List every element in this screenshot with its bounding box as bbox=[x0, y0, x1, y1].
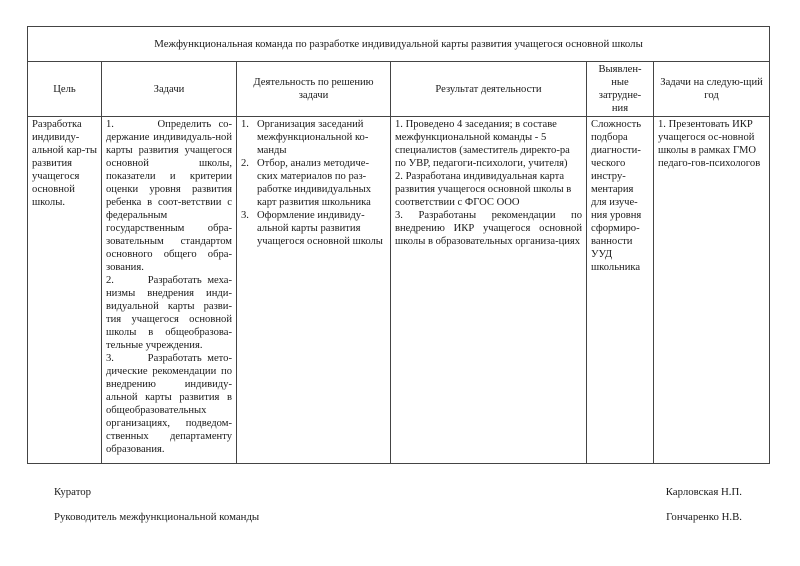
task-item: 1. Определить со-держание индивидуаль-ной карты развития учащегося основной школы, показатели и критерии оценки уровня развития ребенка в соот-ветствии с федеральным государственным обра-зовательным стандартом основного общего обра-зования. bbox=[106, 119, 232, 273]
result-item: 3. Разработаны рекомендации по внедрению ИКР учащегося основной школы в образовательных организа-циях bbox=[395, 210, 582, 247]
task-item: 2. Разработать меха-низмы внедрения инди-видуальной карты разви-тия учащегося основной школы в общеобразова-тельные учреждения. bbox=[106, 275, 232, 351]
header-goal: Цель bbox=[28, 62, 102, 117]
list-text: Отбор, анализ методиче-ских материалов по раз-работке индивидуальных карт развития школьника bbox=[257, 158, 372, 208]
list-number: 3. bbox=[241, 210, 249, 221]
list-item bbox=[241, 118, 386, 157]
cell-results bbox=[391, 117, 587, 464]
task-item: 3. Разработать мето-дические рекомендации по внедрению индивиду-альной карты развития в общеобразовательных организациях, подведом-ственных департаменту образования. bbox=[106, 353, 232, 455]
header-next-year: Задачи на следую-щий год bbox=[654, 62, 770, 117]
table-title: Межфункциональная команда по разработке индивидуальной карты развития учащегося основной школы bbox=[28, 27, 770, 62]
list-item bbox=[241, 209, 386, 248]
team-lead-name: Гончаренко Н.В. bbox=[666, 511, 742, 523]
cell-next-year: 1. Презентовать ИКР учащегося ос-новной школы в рамках ГМО педаго-гов-психологов bbox=[654, 117, 770, 464]
curator-name: Карловская Н.П. bbox=[665, 486, 742, 498]
header-difficulties: Выявлен-ные затрудне-ния bbox=[587, 62, 654, 117]
cell-tasks bbox=[102, 117, 237, 464]
result-item: 1. Проведено 4 заседания; в составе межфункциональной команды - 5 специалистов (заместитель директо-ра по УВР, педагоги-психологи, учителя) bbox=[395, 119, 570, 169]
result-item: 2. Разработана индивидуальная карта развития учащегося основной школы в соответствии с ФГОС ООО bbox=[395, 171, 572, 208]
curator-label: Куратор bbox=[54, 486, 92, 498]
cell-difficulties: Сложность подбора диагности-ческого инстру-ментария для изуче-ния уровня сформиро-ванности УУД школьника bbox=[587, 117, 654, 464]
cell-goal: Разработка индивиду-альной кар-ты развития учащегося основной школы. bbox=[28, 117, 102, 464]
list-number: 2. bbox=[241, 158, 249, 169]
table-row bbox=[28, 117, 770, 464]
activities-list bbox=[241, 118, 386, 248]
list-number: 1. bbox=[241, 119, 249, 130]
list-text: Организация заседаний межфункциональной ко-манды bbox=[257, 119, 369, 156]
list-text: Оформление индивиду-альной карты развития учащегося основной школы bbox=[257, 210, 383, 247]
header-tasks: Задачи bbox=[102, 62, 237, 117]
list-item bbox=[241, 157, 386, 209]
header-activities: Деятельность по решению задачи bbox=[237, 62, 391, 117]
header-results: Результат деятельности bbox=[391, 62, 587, 117]
cell-activities bbox=[237, 117, 391, 464]
team-lead-label: Руководитель межфункциональной команды bbox=[54, 511, 260, 523]
development-card-table bbox=[27, 26, 770, 464]
